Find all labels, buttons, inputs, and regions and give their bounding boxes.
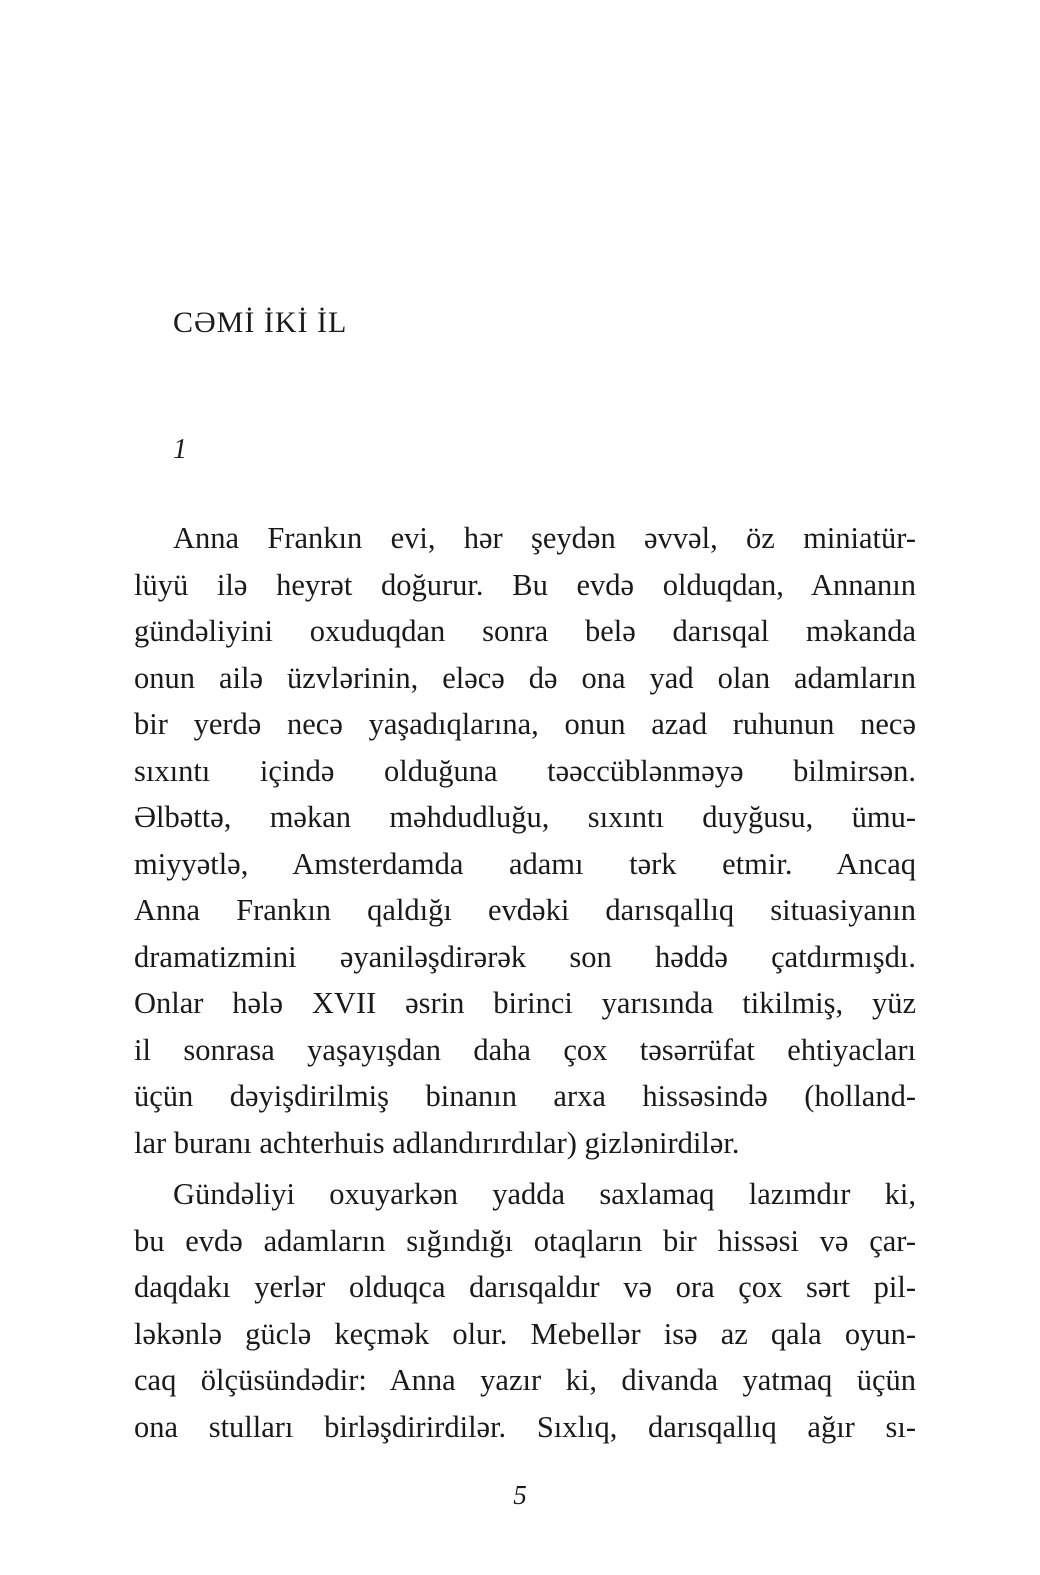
text-line: Gündəliyi oxuyarkən yadda saxlamaq lazımdır ki,	[173, 1177, 916, 1211]
text-line: üçün dəyişdirilmiş binanın arxa hissəsində (holland-	[134, 1079, 916, 1113]
text-line: bir yerdə necə yaşadıqlarına, onun azad ruhunun necə	[134, 707, 916, 741]
text-line: caq ölçüsündədir: Anna yazır ki, divanda yatmaq üçün	[134, 1363, 916, 1397]
text-line: ona stulları birləşdirirdilər. Sıxlıq, darısqallıq ağır sı-	[134, 1409, 916, 1444]
text-line: gündəliyini oxuduqdan sonra belə darısqal məkanda	[134, 614, 916, 648]
paragraph-2	[134, 1171, 916, 1450]
text-line: il sonrasa yaşayışdan daha çox təsərrüfat ehtiyacları	[134, 1032, 916, 1067]
page-number: 5	[513, 1480, 527, 1510]
text-line: sıxıntı içində olduğuna təəccüblənməyə bilmirsən.	[134, 753, 916, 788]
text-line: miyyətlə, Amsterdamda adamı tərk etmir. Ancaq	[134, 846, 916, 881]
text-line: Anna Frankın qaldığı evdəki darısqallıq situasiyanın	[134, 893, 916, 927]
body-text	[134, 515, 916, 1450]
text-line: Əlbəttə, məkan məhdudluğu, sıxıntı duyğusu, ümu-	[134, 800, 916, 834]
chapter-title: CƏMİ İKİ İL	[173, 306, 348, 339]
paragraph-1	[134, 515, 916, 1166]
text-line: Anna Frankın evi, hər şeydən əvvəl, öz miniatür-	[173, 521, 916, 555]
text-line: ləkənlə güclə keçmək olur. Mebellər isə az qala oyun-	[134, 1316, 916, 1351]
text-line: bu evdə adamların sığındığı otaqların bir hissəsi və çar-	[134, 1223, 916, 1258]
text-line: lar buranı achterhuis adlandırırdılar) gizlənirdilər.	[134, 1125, 740, 1160]
text-line: dramatizmini əyaniləşdirərək son həddə çatdırmışdı.	[134, 939, 916, 974]
text-line: lüyü ilə heyrət doğurur. Bu evdə olduqdan, Annanın	[134, 567, 916, 602]
text-line: onun ailə üzvlərinin, eləcə də ona yad olan adamların	[134, 660, 916, 695]
text-line: daqdakı yerlər olduqca darısqaldır və ora çox sərt pil-	[134, 1270, 916, 1304]
section-number: 1	[173, 434, 187, 465]
text-line: Onlar hələ XVII əsrin birinci yarısında tikilmiş, yüz	[134, 986, 916, 1020]
